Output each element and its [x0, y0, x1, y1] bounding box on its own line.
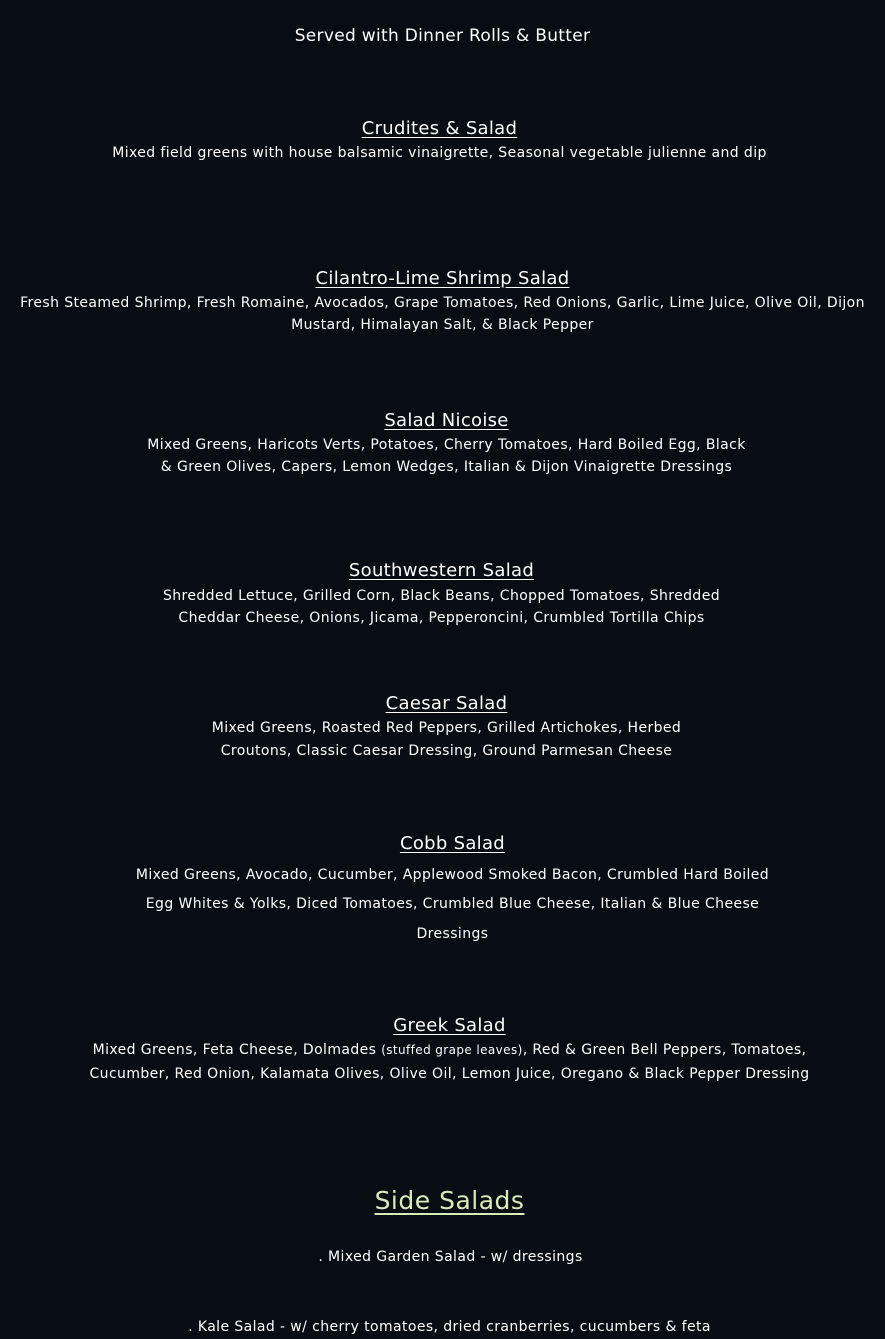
- item-title: Cilantro-Lime Shrimp Salad: [315, 268, 570, 289]
- item-title: Greek Salad: [393, 1015, 506, 1036]
- desc-note: (stuffed grape leaves): [381, 1043, 523, 1057]
- desc-text: Mixed Greens, Feta Cheese, Dolmades: [92, 1042, 382, 1058]
- side-salad-item: . Mixed Garden Salad - w/ dressings: [318, 1249, 583, 1265]
- desc-text: , Red & Green Bell Peppers, Tomatoes,: [522, 1042, 807, 1058]
- item-description-line-1: Mixed Greens, Roasted Red Peppers, Grilled Artichokes, Herbed: [211, 720, 682, 736]
- item-description: Mixed field greens with house balsamic vinaigrette, Seasonal vegetable julienne and dip: [112, 145, 767, 161]
- item-description-line-1: Fresh Steamed Shrimp, Fresh Romaine, Avocados, Grape Tomatoes, Red Onions, Garlic, Lime Juice, Olive Oil, Dijon: [20, 295, 865, 311]
- item-title: Cobb Salad: [399, 833, 506, 854]
- item-description-line-3: Dressings: [416, 926, 489, 942]
- intro-text: Served with Dinner Rolls & Butter: [294, 26, 591, 46]
- item-description-line-2: Croutons, Classic Caesar Dressing, Ground Parmesan Cheese: [220, 743, 673, 759]
- item-description-line-1: [7, 1042, 885, 1058]
- item-description-line-2: Mustard, Himalayan Salt, & Black Pepper: [291, 317, 594, 333]
- item-description-line-2: Cucumber, Red Onion, Kalamata Olives, Olive Oil, Lemon Juice, Oregano & Black Pepper Dressing: [89, 1066, 810, 1082]
- item-description-line-1: Shredded Lettuce, Grilled Corn, Black Beans, Chopped Tomatoes, Shredded: [162, 588, 721, 604]
- section-title: Side Salads: [374, 1186, 525, 1215]
- item-description-line-2: Egg Whites & Yolks, Diced Tomatoes, Crumbled Blue Cheese, Italian & Blue Cheese: [145, 896, 760, 912]
- item-description-line-1: Mixed Greens, Haricots Verts, Potatoes, Cherry Tomatoes, Hard Boiled Egg, Black: [147, 437, 746, 453]
- side-salad-item: . Kale Salad - w/ cherry tomatoes, dried cranberries, cucumbers & feta: [188, 1319, 711, 1335]
- item-title: Caesar Salad: [385, 693, 508, 714]
- item-title: Salad Nicoise: [384, 410, 509, 431]
- item-description-line-2: & Green Olives, Capers, Lemon Wedges, Italian & Dijon Vinaigrette Dressings: [160, 459, 733, 475]
- item-title: Southwestern Salad: [348, 560, 535, 581]
- item-description-line-2: Cheddar Cheese, Onions, Jicama, Pepperoncini, Crumbled Tortilla Chips: [178, 610, 705, 626]
- item-title: Crudites & Salad: [361, 118, 518, 139]
- item-description-line-1: Mixed Greens, Avocado, Cucumber, Applewood Smoked Bacon, Crumbled Hard Boiled: [135, 867, 770, 883]
